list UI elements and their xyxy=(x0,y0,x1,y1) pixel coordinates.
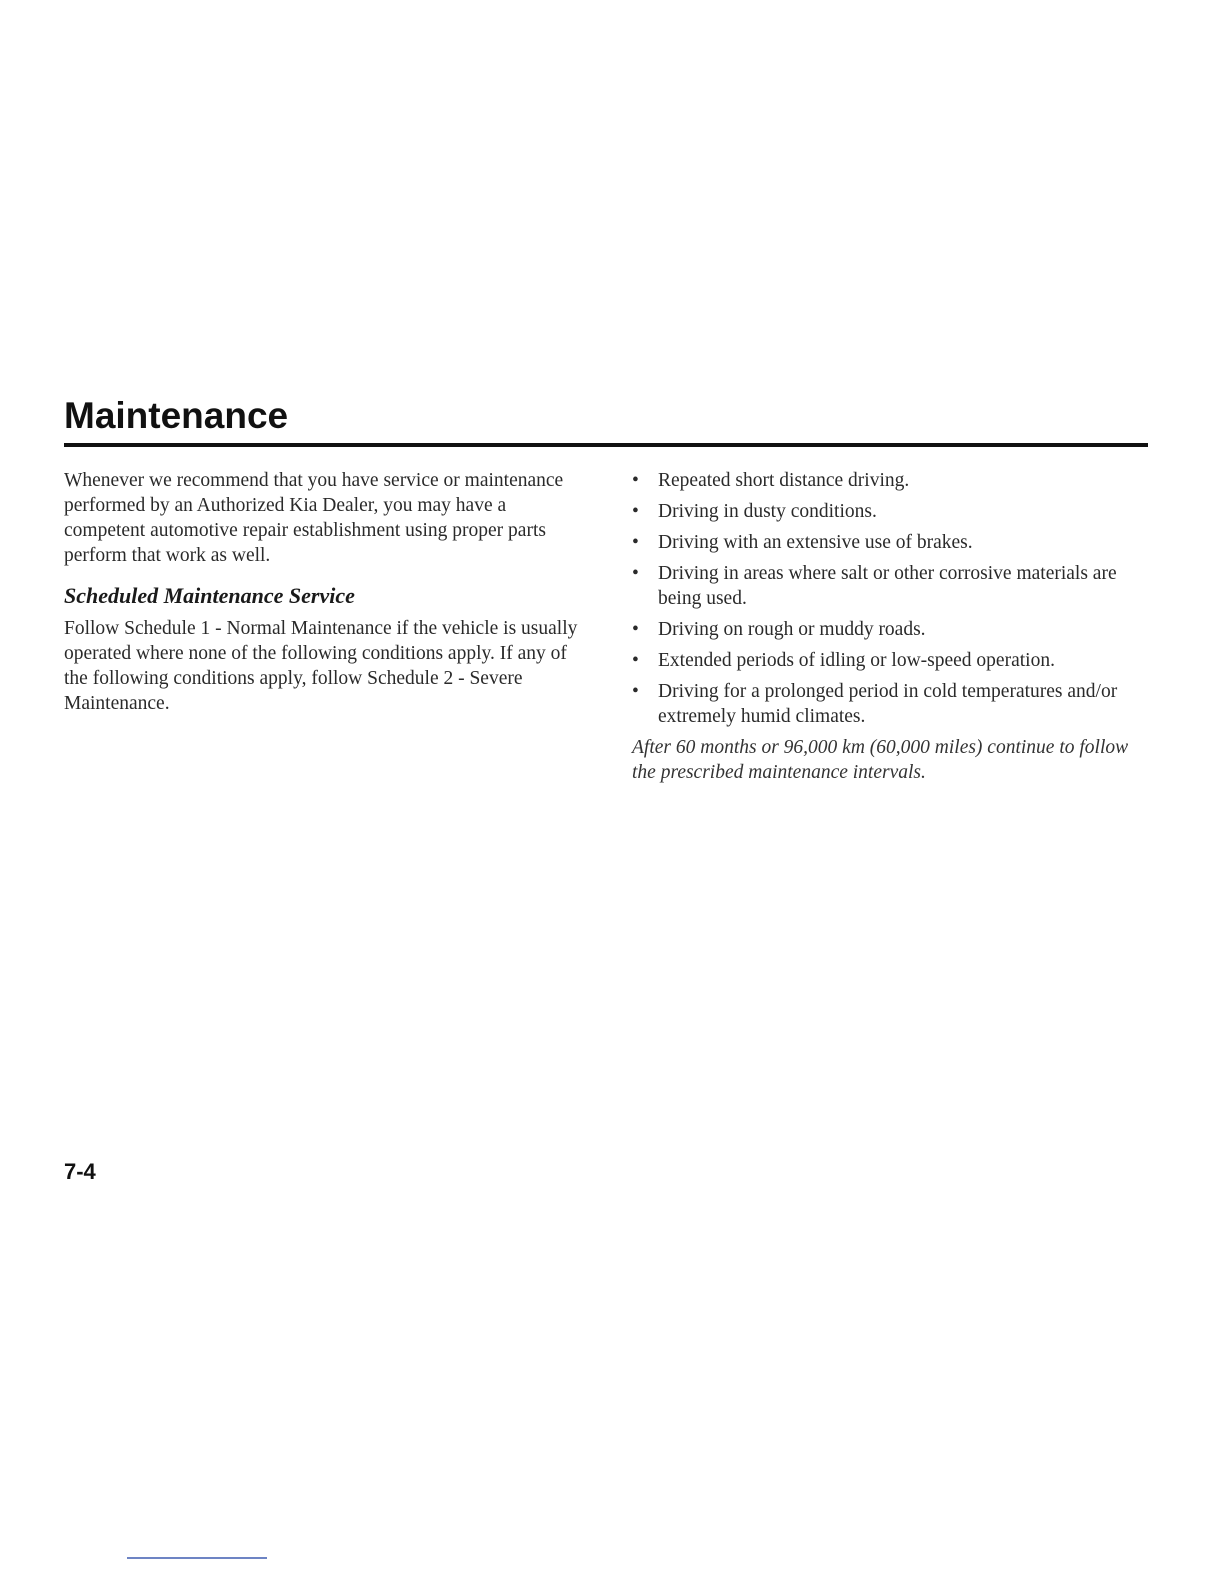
scheduled-maintenance-heading: Scheduled Maintenance Service xyxy=(64,583,355,608)
bottom-rule xyxy=(127,1557,267,1559)
list-item-text: Driving in areas where salt or other corrosive materials are being used. xyxy=(658,563,1117,609)
list-item xyxy=(632,499,1152,524)
bullet-icon: • xyxy=(632,470,639,491)
list-item xyxy=(632,530,1152,555)
bullet-icon: • xyxy=(632,563,639,584)
list-item xyxy=(632,617,1152,642)
right-column xyxy=(632,468,1152,785)
left-column xyxy=(64,468,584,716)
bullet-icon: • xyxy=(632,501,639,522)
list-item-text: Driving with an extensive use of brakes. xyxy=(658,532,973,553)
list-item-text: Extended periods of idling or low-speed operation. xyxy=(658,650,1055,671)
list-item xyxy=(632,679,1152,729)
list-item-text: Repeated short distance driving. xyxy=(658,470,910,491)
list-item xyxy=(632,561,1152,611)
bullet-icon: • xyxy=(632,532,639,553)
bullet-icon: • xyxy=(632,650,639,671)
section-title: Maintenance xyxy=(64,395,289,436)
page-number: 7-4 xyxy=(64,1159,96,1184)
severe-conditions-list xyxy=(632,468,1152,729)
bullet-icon: • xyxy=(632,619,639,640)
title-divider xyxy=(64,443,1148,447)
list-item-text: Driving on rough or muddy roads. xyxy=(658,619,926,640)
list-item xyxy=(632,468,1152,493)
list-item-text: Driving in dusty conditions. xyxy=(658,501,877,522)
intro-paragraph: Whenever we recommend that you have service or maintenance performed by an Authorized Kia Dealer, you may have a competent automotive repair establishment using proper parts perform that work as well. xyxy=(64,470,564,566)
list-item-text: Driving for a prolonged period in cold temperatures and/or extremely humid climates. xyxy=(658,681,1118,727)
bullet-icon: • xyxy=(632,681,639,702)
list-item xyxy=(632,648,1152,673)
maintenance-interval-note: After 60 months or 96,000 km (60,000 miles) continue to follow the prescribed maintenance intervals. xyxy=(632,737,1129,783)
schedule-paragraph: Follow Schedule 1 - Normal Maintenance if the vehicle is usually operated where none of the following conditions apply. If any of the following conditions apply, follow Schedule 2 - Severe Maintenance. xyxy=(64,618,578,714)
